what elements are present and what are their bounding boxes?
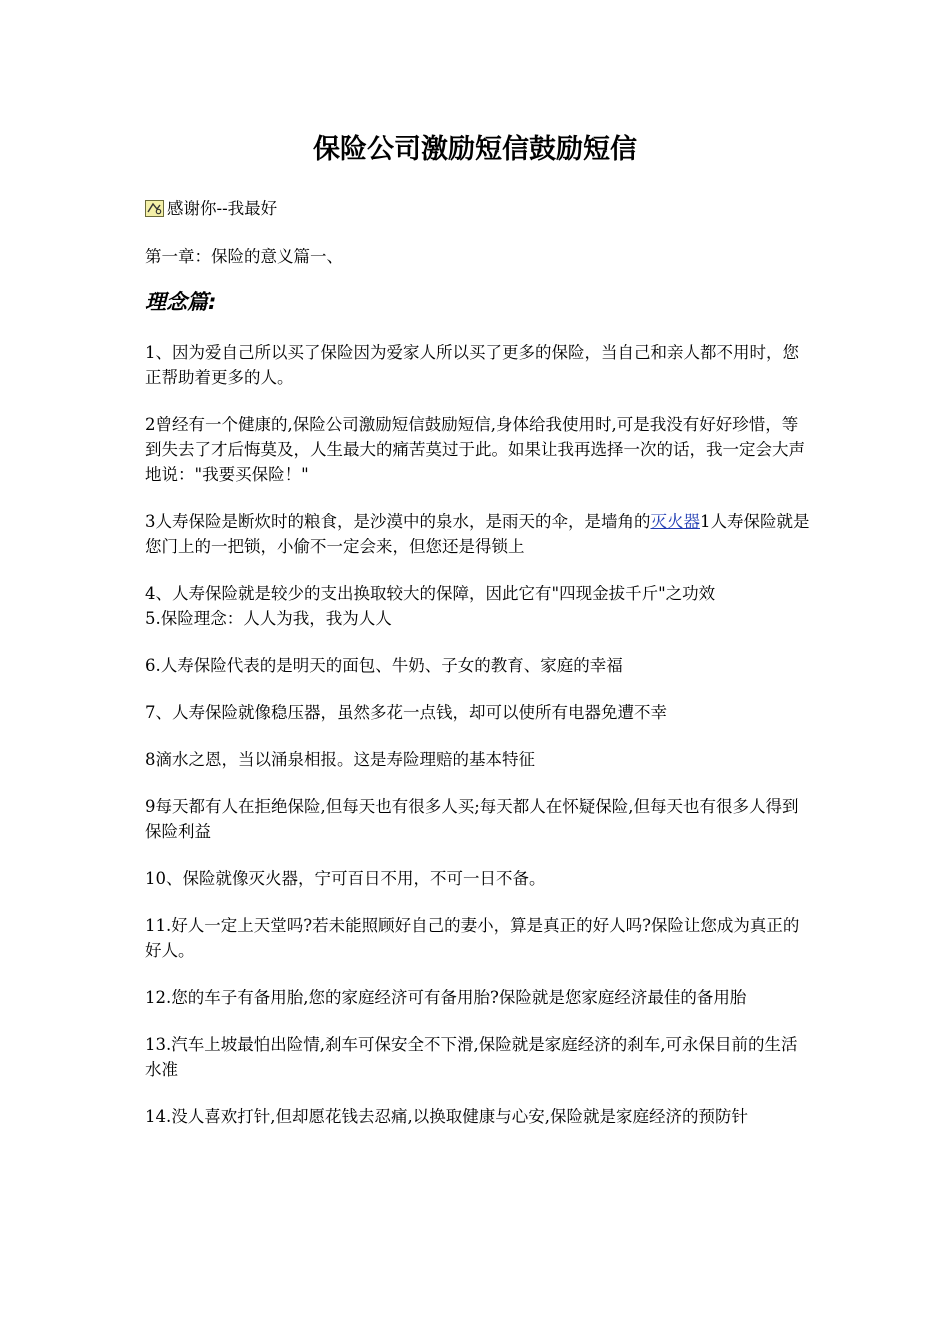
list-item: 4、人寿保险就是较少的支出换取较大的保障，因此它有"四现金拔千斤"之功效: [145, 584, 716, 603]
thanks-line: [145, 196, 810, 221]
list-item: 6.人寿保险代表的是明天的面包、牛奶、子女的教育、家庭的幸福: [145, 656, 623, 675]
list-item: 10、保险就像灭火器，宁可百日不用，不可一日不备。: [145, 869, 546, 888]
chapter-line: 第一章：保险的意义篇一、: [145, 247, 343, 266]
document-title: 保险公司激励短信鼓励短信: [313, 134, 637, 165]
list-item: 14.没人喜欢打针,但却愿花钱去忍痛,以换取健康与心安,保险就是家庭经济的预防针: [145, 1107, 748, 1126]
list-item: 7、人寿保险就像稳压器，虽然多花一点钱，却可以使所有电器免遭不幸: [145, 703, 667, 722]
note-icon: [145, 199, 164, 216]
list-item: 12.您的车子有备用胎,您的家庭经济可有备用胎?保险就是您家庭经济最佳的备用胎: [145, 988, 747, 1007]
fire-extinguisher-link[interactable]: 灭火器: [650, 512, 700, 531]
list-item: 5.保险理念：人人为我，我为人人: [145, 609, 392, 628]
item-text: 3人寿保险是断炊时的粮食，是沙漠中的泉水，是雨天的伞，是墙角的: [145, 512, 651, 531]
list-item: [145, 509, 810, 559]
item-text: 1人寿保险就是您门上的一把锁，小偷不一定会来，但您还是得锁上: [145, 512, 810, 556]
list-item: 13.汽车上坡最怕出险情,刹车可保安全不下滑,保险就是家庭经济的刹车,可永保目前的生活水准: [145, 1035, 798, 1079]
thanks-text: 感谢你--我最好: [167, 199, 278, 218]
list-item: 11.好人一定上天堂吗?若未能照顾好自己的妻小，算是真正的好人吗?保险让您成为真正的好人。: [145, 916, 800, 960]
list-item: 2曾经有一个健康的,保险公司激励短信鼓励短信,身体给我使用时,可是我没有好好珍惜，等到失去了才后悔莫及，人生最大的痛苦莫过于此。如果让我再选择一次的话，我一定会大声地说："我要买保险！": [145, 415, 805, 484]
section-heading: 理念篇:: [145, 290, 217, 314]
list-item: 1、因为爱自己所以买了保险因为爱家人所以买了更多的保险，当自己和亲人都不用时，您正帮助着更多的人。: [145, 343, 799, 387]
list-item: 9每天都有人在拒绝保险,但每天也有很多人买;每天都人在怀疑保险,但每天也有很多人得到保险利益: [145, 797, 799, 841]
list-item: 8滴水之恩，当以涌泉相报。这是寿险理赔的基本特征: [145, 750, 535, 769]
document-body: [145, 196, 810, 1129]
